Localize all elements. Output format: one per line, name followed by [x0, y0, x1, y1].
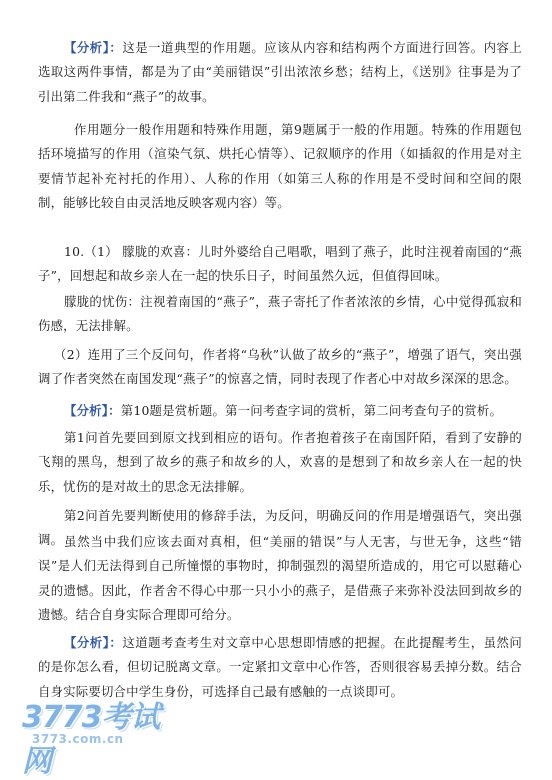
analysis-text: 这是一道典型的作用题。应该从内容和结构两个方面进行回答。内容上选取这两件事情，都是为了由“美丽错误”引出浓浓乡愁；结构上，《送别》往事是为了引出第二件我和“燕子”的故事。: [38, 40, 522, 104]
watermark-logo: 3773考试网: [22, 700, 160, 779]
analysis-paragraph-1: [38, 36, 522, 109]
answer-10-1-paragraph: 10.（1） 朦胧的欢喜：儿时外婆给自己唱歌，唱到了燕子，此时注视着南国的“燕子”，回想起和故乡亲人在一起的快乐日子，时间虽然久远，但值得回味。: [38, 244, 522, 284]
answer-sadness-paragraph: 朦胧的忧伤：注视着南国的“燕子”，燕子寄托了作者浓浓的乡情，心中觉得孤寂和伤感，无法排解。: [38, 294, 522, 334]
analysis-label: 【分析】：: [64, 403, 121, 418]
analysis-text: 第10题是赏析题。第一问考查字词的赏析，第二问考查句子的赏析。: [120, 403, 503, 418]
question-2-explanation: 第2问首先要判断使用的修辞手法，为反问，明确反问的作用是增强语气，突出强调。: [38, 508, 522, 548]
analysis-label: 【分析】：: [64, 635, 123, 650]
site-watermark: [22, 692, 182, 779]
question-1-explanation: 第1问首先要回到原文找到相应的语句。作者抱着孩子在南国阡陌，看到了安静的飞翔的黑鸟，想到了故乡的燕子和故乡的人，欢喜的是想到了和故乡亲人在一起的快乐，忧伤的是对故土的思念无法排解。: [38, 430, 522, 494]
beautiful-mistake-paragraph: 虽然当中我们应该去面对真相，但“美丽的错误”与人无害，与世无争，这些“错误”是人们无法得到自己所憧憬的事物时，抑制强烈的渴望所造成的，用它可以慰藉心灵的遗憾。因此，作者舍不得心中那一只小小的燕子，是借燕子来弥补没法回到故乡的遗憾。结合自身实际合理即可给分。: [38, 534, 522, 622]
watermark-url: 3773.com.cn: [32, 732, 124, 746]
analysis-label: 【分析】：: [64, 40, 123, 55]
general-note-paragraph: 作用题分一般作用题和特殊作用题，第9题属于一般的作用题。特殊的作用题包括环境描写的作用（渲染气氛、烘托心情等）、记叙顺序的作用（如插叙的作用是对主要情节起补充衬托的作用）、人称的作用（如第三人称的作用是不受时间和空间的限制，能够比较自由灵活地反映客观内容）等。: [38, 122, 522, 210]
answer-10-2-paragraph: （2）连用了三个反问句，作者将“乌秋”认做了故乡的“燕子”，增强了语气，突出强调了作者突然在南国发现“燕子”的惊喜之情，同时表现了作者心中对故乡深深的思念。: [38, 347, 522, 387]
analysis-paragraph-2: [38, 399, 522, 423]
analysis-text: 这道题考查考生对文章中心思想即情感的把握。在此提醒考生，虽然问的是你怎么看，但切记脱离文章。一定紧扣文章中心作答，否则很容易丢掉分数。结合自身实际要切合中学生身份，可选择自己最有感触的一点谈即可。: [38, 635, 522, 699]
